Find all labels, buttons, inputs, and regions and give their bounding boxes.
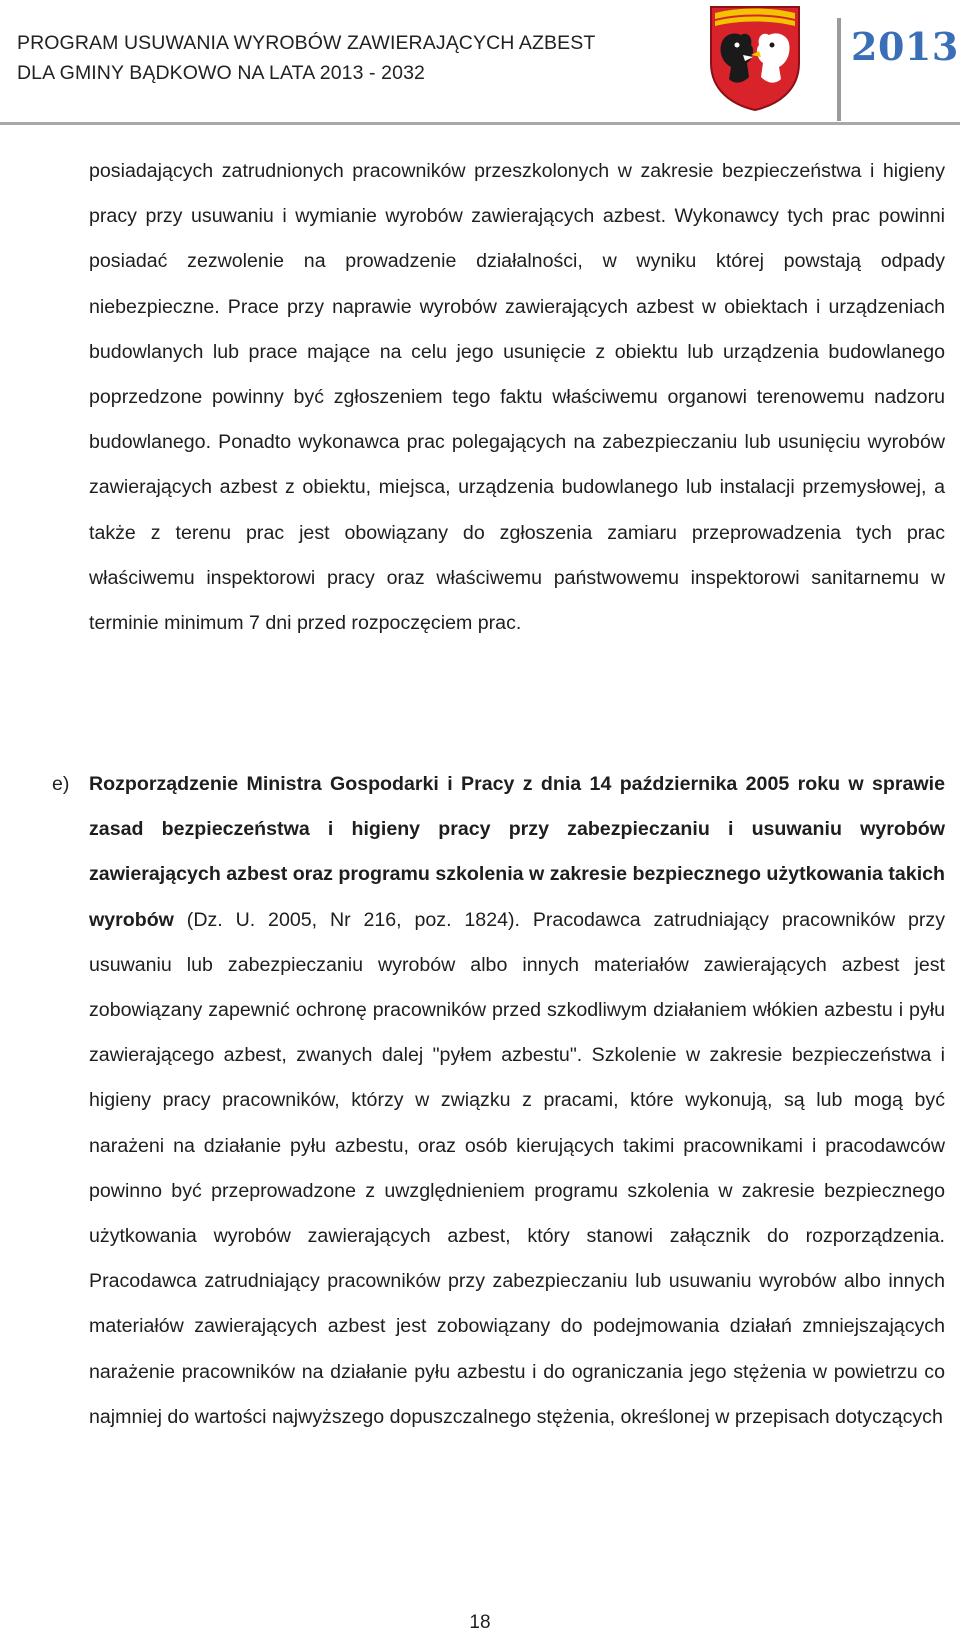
regulation-description: (Dz. U. 2005, Nr 216, poz. 1824). Pracodawca zatrudniający pracowników przy usuwaniu lub zabezpieczaniu wyrobów albo innych materiałów zawierających azbest jest zobowiązany zapewnić ochronę pracowników przed szkodliwym działaniem włókien azbestu i pyłu zawierającego azbest, zwanych dalej "pyłem azbestu". Szkolenie w zakresie bezpieczeństwa i higieny pracy pracowników, którzy w związku z pracami, które wykonują, są lub mogą być narażeni na działanie pyłu azbestu, oraz osób kierujących takimi pracownikami i pracodawców powinno być przeprowadzone z uwzględnieniem programu szkolenia w zakresie bezpiecznego użytkowania wyrobów zawierających azbest, który stanowi załącznik do rozporządzenia. Pracodawca zatrudniający pracowników przy zabezpieczaniu lub usuwaniu wyrobów albo innych materiałów zawierających azbest jest zobowiązany do podejmowania działań zmniejszających narażenie pracowników na działanie pyłu azbestu i do ograniczania jego stężenia w powietrzu co najmniej do wartości najwyższego dopuszczalnego stężenia, określonej w przepisach dotyczących [89, 908, 945, 1428]
title-line-1: PROGRAM USUWANIA WYROBÓW ZAWIERAJĄCYCH AZBEST [17, 32, 596, 54]
list-marker-e: e) [52, 773, 70, 795]
coat-of-arms-icon [709, 5, 801, 112]
page-number: 18 [469, 1612, 491, 1633]
year-label: 2013 [851, 24, 959, 69]
list-item-e [89, 762, 945, 1440]
paragraph-continuation: posiadających zatrudnionych pracowników przeszkolonych w zakresie bezpieczeństwa i higieny pracy przy usuwaniu i wymianie wyrobów zawierających azbest. Wykonawcy tych prac powinni posiadać zezwolenie na prowadzenie działalności, w wyniku której powstają odpady niebezpieczne. Prace przy naprawie wyrobów zawierających azbest w obiektach i urządzeniach budowlanych lub prace mające na celu jego usunięcie z obiektu lub urządzenia budowlanego poprzedzone powinny być zgłoszeniem tego faktu właściwemu organowi terenowemu nadzoru budowlanego. Ponadto wykonawca prac polegających na zabezpieczaniu lub usunięciu wyrobów zawierających azbest z obiektu, miejsca, urządzenia budowlanego lub instalacji przemysłowej, a także z terenu prac jest obowiązany do zgłoszenia zamiaru przeprowadzenia tych prac właściwemu inspektorowi pracy oraz właściwemu państwowemu inspektorowi sanitarnemu w terminie minimum 7 dni przed rozpoczęciem prac. [89, 160, 945, 635]
header-rule [0, 122, 960, 125]
regulation-title: Rozporządzenie Ministra Gospodarki i Pracy z dnia 14 października 2005 roku w sprawie zasad bezpieczeństwa i higieny pracy przy zabezpieczaniu i usuwaniu wyrobów zawierających azbest oraz programu szkolenia w zakresie bezpiecznego użytkowania takich wyrobów [89, 773, 945, 931]
page-header [0, 0, 960, 126]
document-title [17, 28, 595, 88]
title-line-2: DLA GMINY BĄDKOWO NA LATA 2013 - 2032 [17, 62, 425, 84]
header-divider [837, 18, 841, 121]
